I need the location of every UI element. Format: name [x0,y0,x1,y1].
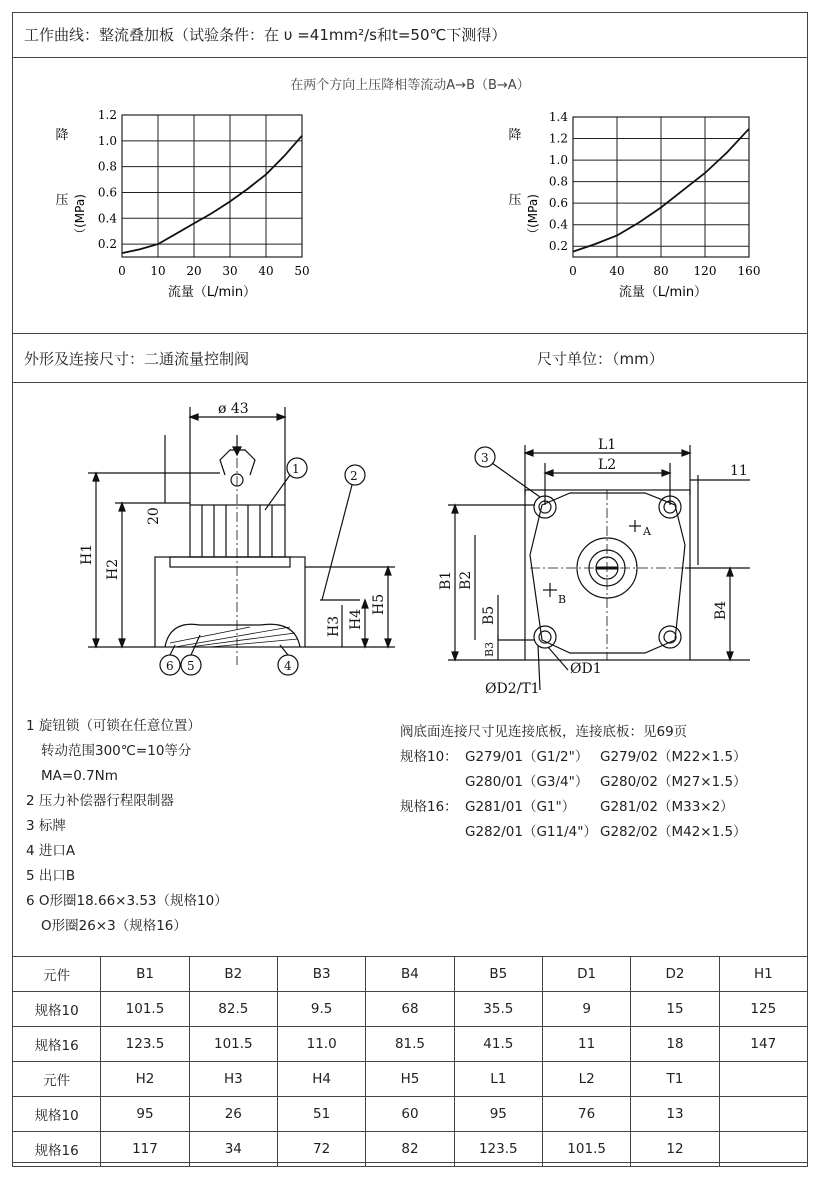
dim-B4: B4 [713,600,729,620]
table-cell: 11.0 [277,1027,365,1062]
table-cell: 51 [277,1097,365,1132]
c2-ytick-label: 0.2 [548,239,568,254]
dim-20: 20 [146,507,162,525]
table-cell: L2 [542,1062,630,1097]
dim-L1: L1 [598,437,617,453]
chart-2 [495,105,795,305]
table-cell: B1 [101,957,189,992]
table-cell [719,1062,807,1097]
table-cell: 35.5 [454,992,542,1027]
table-cell: 147 [719,1027,807,1062]
table-cell: 117 [101,1132,189,1167]
callout-5: 5 [187,659,195,673]
table-cell: B3 [277,957,365,992]
table-cell: H1 [719,957,807,992]
c1-xtick-label: 40 [258,264,274,278]
dim-H4: H4 [348,608,364,630]
connection-size10-a [400,745,747,770]
table-cell: B4 [366,957,454,992]
dimensions-table [12,956,808,1167]
chart-1-ytick-labels [98,108,117,251]
table-row [13,1027,808,1062]
size10-a2: G279/02（M22×1.5） [600,749,747,765]
table-cell: 9.5 [277,992,365,1027]
chart-2-ylabel-top: 降 [508,128,522,143]
c2-xtick-label: 0 [569,264,577,278]
legend-item-1-range: 转动范围300℃=10等分 [41,743,192,759]
chart-2-xlabel: 流量（L/min） [618,285,708,300]
table-row-header: 元件 [13,957,101,992]
table-row-header: 规格16 [13,1027,101,1062]
table-cell: B2 [189,957,277,992]
size10-b2: G280/02（M27×1.5） [600,774,747,790]
c1-xtick-label: 0 [118,264,126,278]
table-cell: 18 [631,1027,719,1062]
chart-1-frame [122,115,302,257]
unit-label: 尺寸单位：（mm） [537,349,664,368]
size16-b1: G282/01（G11/4"） [465,824,597,840]
callout-6: 6 [166,659,174,673]
c2-ytick-label: 1.2 [548,131,568,146]
section-title-dimensions-text: 外形及连接尺寸：二通流量控制阀 [24,349,250,368]
section-title-curves [12,12,808,58]
dim-11: 11 [730,463,748,479]
legend-item-5: 5 出口B [26,868,76,884]
size16-b2: G282/02（M42×1.5） [600,824,747,840]
table-cell: 76 [542,1097,630,1132]
table-cell: 81.5 [366,1027,454,1062]
callout-1: 1 [292,462,300,476]
table-cell: 101.5 [101,992,189,1027]
legend-item-2: 2 压力补偿器行程限制器 [26,793,174,809]
table-cell: H5 [366,1062,454,1097]
legend-item-6-alt: O形圈26×3（规格16） [41,918,187,934]
size16-label: 规格16： [400,799,458,815]
table-cell [719,1132,807,1167]
dim-B3: B3 [483,641,496,657]
c1-xtick-label: 50 [294,264,310,278]
table-row [13,1062,808,1097]
size10-label: 规格10： [400,749,458,765]
dim-H5: H5 [371,593,387,615]
connection-info [400,720,747,845]
c2-xtick-label: 160 [737,264,761,278]
table-cell: 82.5 [189,992,277,1027]
chart-1-xlabel: 流量（L/min） [167,285,257,300]
c1-xtick-label: 20 [186,264,202,278]
section-title-dimensions [12,333,808,383]
table-cell: 72 [277,1132,365,1167]
table-cell: 123.5 [454,1132,542,1167]
chart-2-ytick-labels [549,110,568,253]
chart-2-ylabel-mid: 压 [508,193,522,208]
table-cell: 125 [719,992,807,1027]
table-cell: H3 [189,1062,277,1097]
dim-B2: B2 [458,570,474,590]
callout-2: 2 [350,469,358,483]
size10-a1: G279/01（G1/2"） [465,749,589,765]
c2-xtick-label: 80 [653,264,669,278]
c2-ytick-label: 1.0 [548,153,568,168]
table-cell: 68 [366,992,454,1027]
legend-item-6: 6 O形圈18.66×3.53（规格10） [26,893,228,909]
dim-D1: ØD1 [570,661,602,677]
side-view-drawing [60,395,410,695]
table-cell: L1 [454,1062,542,1097]
chart-2-grid [573,117,749,257]
port-B: B [558,593,567,606]
c1-ytick-label: 0.2 [97,237,117,252]
table-cell: 9 [542,992,630,1027]
table-cell: 41.5 [454,1027,542,1062]
section-title-curves-text: 工作曲线：整流叠加板（试验条件：在 υ =41mm²/s和t=50℃下测得） [24,26,507,44]
size16-a2: G281/02（M33×2） [600,799,734,815]
table-cell: 15 [631,992,719,1027]
c1-ytick-label: 1.0 [97,133,117,148]
table-cell: H2 [101,1062,189,1097]
table-cell: 13 [631,1097,719,1132]
port-A: A [643,525,651,538]
legend-item-1: 1 旋钮锁（可锁在任意位置） [26,718,201,734]
dim-d43: ø 43 [218,401,249,417]
chart-1 [40,105,340,305]
legend-item-4: 4 进口A [26,843,76,859]
chart-2-ylabel-unit: （(MPa) [526,194,540,240]
dim-H1: H1 [79,543,95,565]
table-row-header: 规格16 [13,1132,101,1167]
c1-ytick-label: 1.2 [97,108,117,122]
callout-4: 4 [284,659,292,673]
chart-1-ylabel-unit: （(MPa) [73,194,87,240]
connection-size16-a [400,795,747,820]
table-cell: D1 [542,957,630,992]
chart-subtitle: 在两个方向上压降相等流动A→B（B→A） [290,78,530,93]
chart-1-xtick-labels [118,264,309,278]
c1-ytick-label: 0.6 [97,185,117,200]
chart-1-ylabel-mid: 压 [55,193,69,208]
table-row [13,992,808,1027]
table-row-header: 元件 [13,1062,101,1097]
table-row [13,1097,808,1132]
table-cell: 34 [189,1132,277,1167]
table-cell: 82 [366,1132,454,1167]
table-cell: 101.5 [542,1132,630,1167]
dim-H2: H2 [105,558,121,580]
c2-ytick-label: 0.8 [548,174,568,189]
table-cell: 101.5 [189,1027,277,1062]
c2-ytick-label: 0.4 [548,217,568,232]
chart-1-ylabel-top: 降 [55,128,69,143]
dim-B5: B5 [481,605,497,625]
table-row [13,957,808,992]
c1-ytick-label: 0.8 [97,159,117,174]
size10-b1: G280/01（G3/4"） [465,774,589,790]
legend-item-1-torque: MA=0.7Nm [41,768,118,784]
size16-a1: G281/01（G1"） [465,799,576,815]
plan-view-drawing [430,435,790,700]
c2-ytick-label: 1.4 [548,110,568,124]
chart-1-series-line [122,136,302,253]
chart-1-grid [122,115,302,257]
table-cell: 12 [631,1132,719,1167]
table-row-header: 规格10 [13,1097,101,1132]
c1-ytick-label: 0.4 [97,211,117,226]
c2-ytick-label: 0.6 [548,196,568,211]
chart-2-xtick-labels [569,264,760,278]
table-cell: 95 [101,1097,189,1132]
legend-list [26,714,228,939]
table-cell: H4 [277,1062,365,1097]
c1-xtick-label: 10 [150,264,166,278]
table-cell: T1 [631,1062,719,1097]
table-cell: 11 [542,1027,630,1062]
c2-xtick-label: 120 [693,264,717,278]
table-row [13,1132,808,1167]
table-cell [719,1097,807,1132]
table-cell: 60 [366,1097,454,1132]
c2-xtick-label: 40 [609,264,625,278]
connection-size10-b [400,770,747,795]
table-cell: 123.5 [101,1027,189,1062]
callout-3: 3 [481,451,489,465]
table-cell: 26 [189,1097,277,1132]
legend-item-3: 3 标牌 [26,818,66,834]
connection-line-1: 阀底面连接尺寸见连接底板，连接底板：见69页 [400,724,688,740]
dim-L2: L2 [598,457,617,473]
table-cell: D2 [631,957,719,992]
table-cell: B5 [454,957,542,992]
table-cell: 95 [454,1097,542,1132]
c1-xtick-label: 30 [222,264,238,278]
dim-B1: B1 [438,570,454,590]
dim-H3: H3 [326,615,342,637]
table-row-header: 规格10 [13,992,101,1027]
connection-size16-b [400,820,747,845]
dim-D2T1: ØD2/T1 [485,681,540,697]
